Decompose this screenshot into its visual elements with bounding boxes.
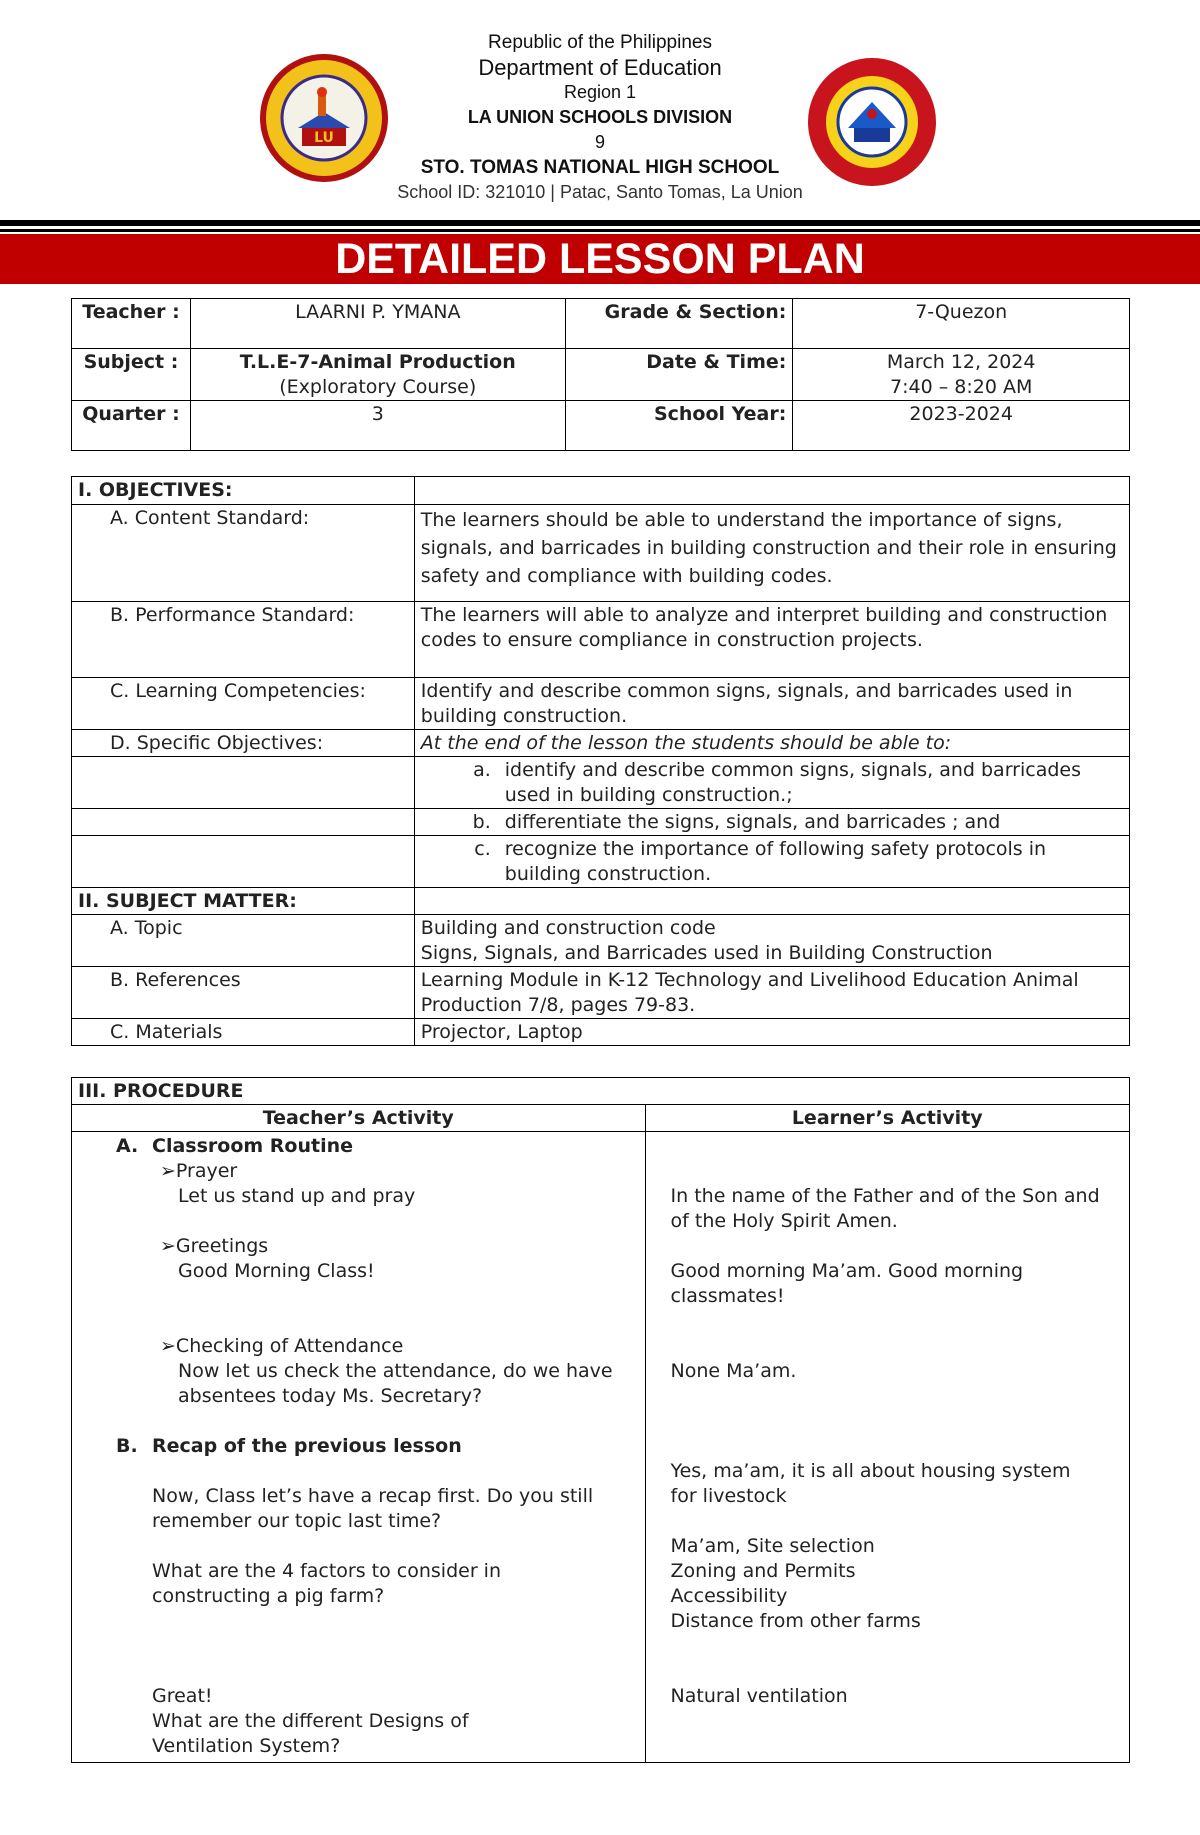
empty-cell (414, 888, 1129, 915)
greet-learner-line: Good morning Ma’am. Good morning classmates! (670, 1260, 1024, 1307)
references-label: B. References (72, 967, 415, 1019)
date-cell (793, 349, 1130, 401)
subject-cell (190, 349, 565, 401)
school-seal-icon (806, 56, 938, 188)
learner-activity-cell (645, 1132, 1129, 1763)
deped-seal-icon (258, 52, 390, 184)
department-line: Department of Education (478, 55, 722, 80)
teacher-name: LAARNI P. YMANA (190, 299, 565, 349)
empty-cell (72, 836, 415, 888)
empty-cell (72, 809, 415, 836)
recap-heading (78, 1434, 639, 1459)
greet-teacher-line: Good Morning Class! (178, 1260, 375, 1282)
grade-section: 7-Quezon (793, 299, 1130, 349)
specific-objectives-label: D. Specific Objectives: (72, 730, 415, 757)
school-name: STO. TOMAS NATIONAL HIGH SCHOOL (420, 157, 780, 178)
division-number: 9 (594, 132, 605, 152)
item-marker: c. (474, 838, 491, 860)
materials-label: C. Materials (72, 1019, 415, 1046)
arrow-bullet-icon: ➢ (160, 1335, 176, 1357)
content-standard-label: A. Content Standard: (72, 505, 415, 602)
prayer-item (78, 1159, 639, 1184)
routine-heading (78, 1134, 639, 1159)
quarter-value: 3 (190, 401, 565, 451)
arrow-bullet-icon: ➢ (160, 1160, 176, 1182)
lesson-info-table (71, 298, 1130, 451)
subject-matter-heading: II. SUBJECT MATTER: (72, 888, 415, 915)
performance-standard-label: B. Performance Standard: (72, 602, 415, 678)
grade-label: Grade & Section: (565, 299, 793, 349)
recap-learner-answer: Accessibility (670, 1585, 788, 1607)
topic-line: Signs, Signals, and Barricades used in Building Construction (420, 942, 993, 964)
svg-text:LU: LU (314, 130, 334, 146)
objectives-heading: I. OBJECTIVES: (72, 477, 415, 505)
topic-line: Building and construction code (420, 917, 716, 939)
teacher-label: Teacher : (72, 299, 191, 349)
objective-item (414, 809, 1129, 836)
recap-learner-answer: Zoning and Permits (670, 1560, 856, 1582)
references-text: Learning Module in K-12 Technology and Livelihood Education Animal Production 7/8, pages 79-83. (414, 967, 1129, 1019)
item-text: identify and describe common signs, signals, and barricades used in building construction.; (504, 759, 1082, 806)
school-year-value: 2023-2024 (793, 401, 1130, 451)
empty-cell (72, 757, 415, 809)
objective-item (414, 836, 1129, 888)
quarter-label: Quarter : (72, 401, 191, 451)
region-line: Region 1 (563, 82, 637, 102)
specific-objectives-intro: At the end of the lesson the students should be able to: (414, 730, 1129, 757)
subject-label: Subject : (72, 349, 191, 401)
recap-learner-answer: Natural ventilation (670, 1685, 848, 1707)
date-value: March 12, 2024 (886, 351, 1036, 373)
item-marker: b. (472, 811, 491, 833)
attendance-learner-line: None Ma’am. (670, 1360, 797, 1382)
performance-standard-text: The learners will able to analyze and interpret building and construction codes to ensure compliance in construction projects. (414, 602, 1129, 678)
topic-label: A. Topic (72, 915, 415, 967)
recap-teacher-praise: Great! (152, 1685, 213, 1707)
page-title: DETAILED LESSON PLAN (0, 234, 1200, 284)
subject-name: T.L.E-7-Animal Production (239, 351, 516, 373)
header-rule-thin (0, 229, 1200, 232)
recap-title: Recap of the previous lesson (152, 1435, 462, 1457)
teacher-activity-heading: Teacher’s Activity (72, 1105, 646, 1132)
prayer-label: Prayer (175, 1160, 238, 1182)
item-text: recognize the importance of following safety protocols in building construction. (504, 838, 1047, 885)
materials-text: Projector, Laptop (414, 1019, 1129, 1046)
recap-learner-answer: Distance from other farms (670, 1610, 921, 1632)
teacher-activity-cell (72, 1132, 646, 1763)
date-label: Date & Time: (565, 349, 793, 401)
time-value: 7:40 – 8:20 AM (890, 376, 1033, 398)
attendance-item (78, 1334, 639, 1359)
division-line: LA UNION SCHOOLS DIVISION (467, 107, 733, 127)
learning-competencies-label: C. Learning Competencies: (72, 678, 415, 730)
recap-teacher-question: Now, Class let’s have a recap first. Do you still remember our topic last time? (152, 1485, 594, 1532)
republic-line: Republic of the Philippines (488, 32, 712, 53)
prayer-teacher-line: Let us stand up and pray (178, 1185, 416, 1207)
header-rule-thick (0, 220, 1200, 226)
subject-note: (Exploratory Course) (279, 376, 477, 398)
content-standard-text: The learners should be able to understand the importance of signs, signals, and barricades in building construction and their role in ensuring safety and compliance with building codes. (414, 505, 1129, 602)
objectives-table (71, 476, 1130, 1046)
school-id-line: School ID: 321010 | Patac, Santo Tomas, La Union (397, 182, 803, 202)
topic-cell (414, 915, 1129, 967)
procedure-heading: III. PROCEDURE (72, 1078, 1130, 1105)
arrow-bullet-icon: ➢ (160, 1235, 176, 1257)
letterhead (0, 30, 1200, 205)
recap-marker: B. (116, 1435, 138, 1457)
objective-item (414, 757, 1129, 809)
prayer-learner-line: In the name of the Father and of the Son and of the Holy Spirit Amen. (670, 1185, 1100, 1232)
learner-activity-heading: Learner’s Activity (645, 1105, 1129, 1132)
recap-teacher-question: What are the 4 factors to consider in constructing a pig farm? (152, 1560, 502, 1607)
greetings-item (78, 1234, 639, 1259)
routine-title: Classroom Routine (152, 1135, 354, 1157)
school-year-label: School Year: (565, 401, 793, 451)
attendance-label: Checking of Attendance (175, 1335, 404, 1357)
attendance-teacher-line: Now let us check the attendance, do we have absentees today Ms. Secretary? (178, 1360, 613, 1407)
recap-teacher-question: What are the different Designs of Ventilation System? (152, 1710, 469, 1757)
recap-learner-answer: Ma’am, Site selection (670, 1535, 875, 1557)
item-text: differentiate the signs, signals, and barricades ; and (504, 811, 1001, 833)
greetings-label: Greetings (175, 1235, 269, 1257)
item-marker: a. (473, 759, 491, 781)
empty-cell (414, 477, 1129, 505)
procedure-table (71, 1077, 1130, 1763)
routine-marker: A. (116, 1135, 139, 1157)
recap-learner-answer: Yes, ma’am, it is all about housing system for livestock (670, 1460, 1071, 1507)
learning-competencies-text: Identify and describe common signs, signals, and barricades used in building construction. (414, 678, 1129, 730)
